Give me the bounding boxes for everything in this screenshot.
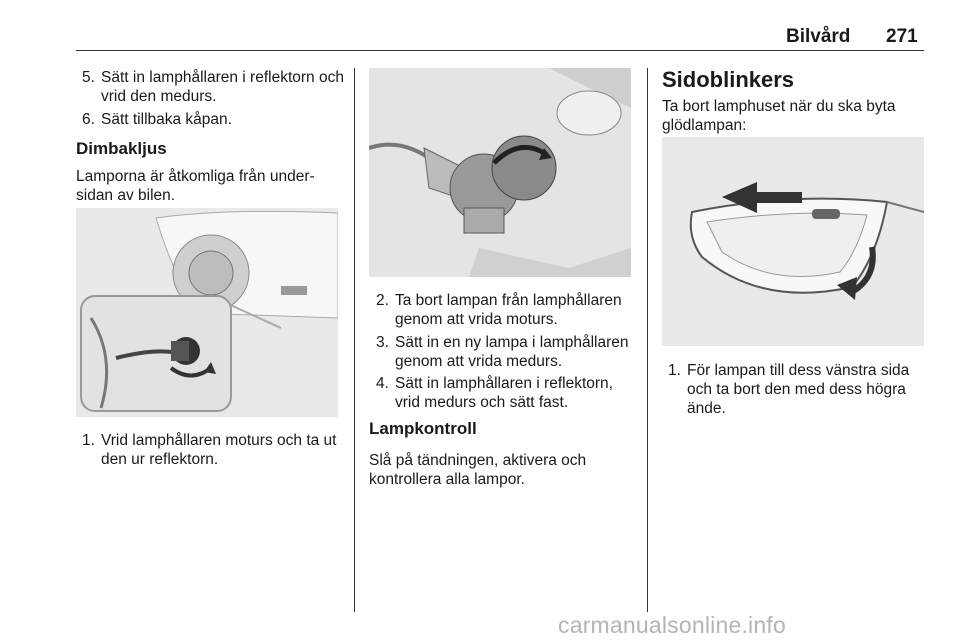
step-number: 5. — [82, 69, 95, 86]
step-text: Sätt tillbaka kåpan. — [101, 111, 232, 128]
step-number: 4. — [376, 375, 389, 392]
step-text: Sätt in lamphållaren i reflektorn, vrid medurs och sätt fast. — [395, 375, 613, 411]
watermark: carmanualsonline.info — [558, 612, 786, 638]
step-number: 1. — [82, 432, 95, 449]
column-divider-1 — [354, 68, 355, 612]
intro-dimbakljus: Lamporna är åtkomliga från undersidan av bilen. — [76, 168, 315, 204]
heading-dimbakljus: Dimbakljus — [76, 139, 167, 158]
step-number: 3. — [376, 334, 389, 351]
step-number: 6. — [82, 111, 95, 128]
figure-side-indicator — [662, 137, 924, 346]
step-text: För lampan till dess vänstra sida och ta bort den med dess högra ände. — [687, 362, 910, 417]
heading-sidoblinkers: Sidoblinkers — [662, 67, 795, 92]
step-5 — [82, 68, 344, 106]
section-title: Bilvård — [786, 26, 851, 47]
step-6 — [82, 110, 344, 129]
step-number: 1. — [668, 362, 681, 379]
step-3 — [376, 333, 638, 371]
step-text: Vrid lamphållaren moturs och ta ut den ur reflektorn. — [101, 432, 337, 468]
step-text: Ta bort lampan från lamphållaren genom att vrida moturs. — [395, 292, 622, 328]
page-number: 271 — [886, 26, 918, 47]
step-text: Sätt in en ny lampa i lamphållaren genom att vrida medurs. — [395, 334, 629, 370]
intro-sidoblinkers: Ta bort lamphuset när du ska byta glödlampan: — [662, 98, 896, 134]
text-lampkontroll: Slå på tändningen, aktivera och kontrollera alla lampor. — [369, 452, 587, 488]
step-4 — [376, 374, 638, 412]
heading-lampkontroll: Lampkontroll — [369, 419, 477, 438]
figure-bulb-holder — [369, 68, 631, 277]
step-1-side — [668, 361, 930, 418]
header-rule — [76, 50, 924, 51]
step-text: Sätt in lamphållaren i reflektorn och vrid den medurs. — [101, 69, 344, 105]
step-2 — [376, 291, 638, 329]
step-1-fog — [82, 431, 344, 469]
figure-fog-lamp — [76, 208, 338, 417]
column-divider-2 — [647, 68, 648, 612]
step-number: 2. — [376, 292, 389, 309]
